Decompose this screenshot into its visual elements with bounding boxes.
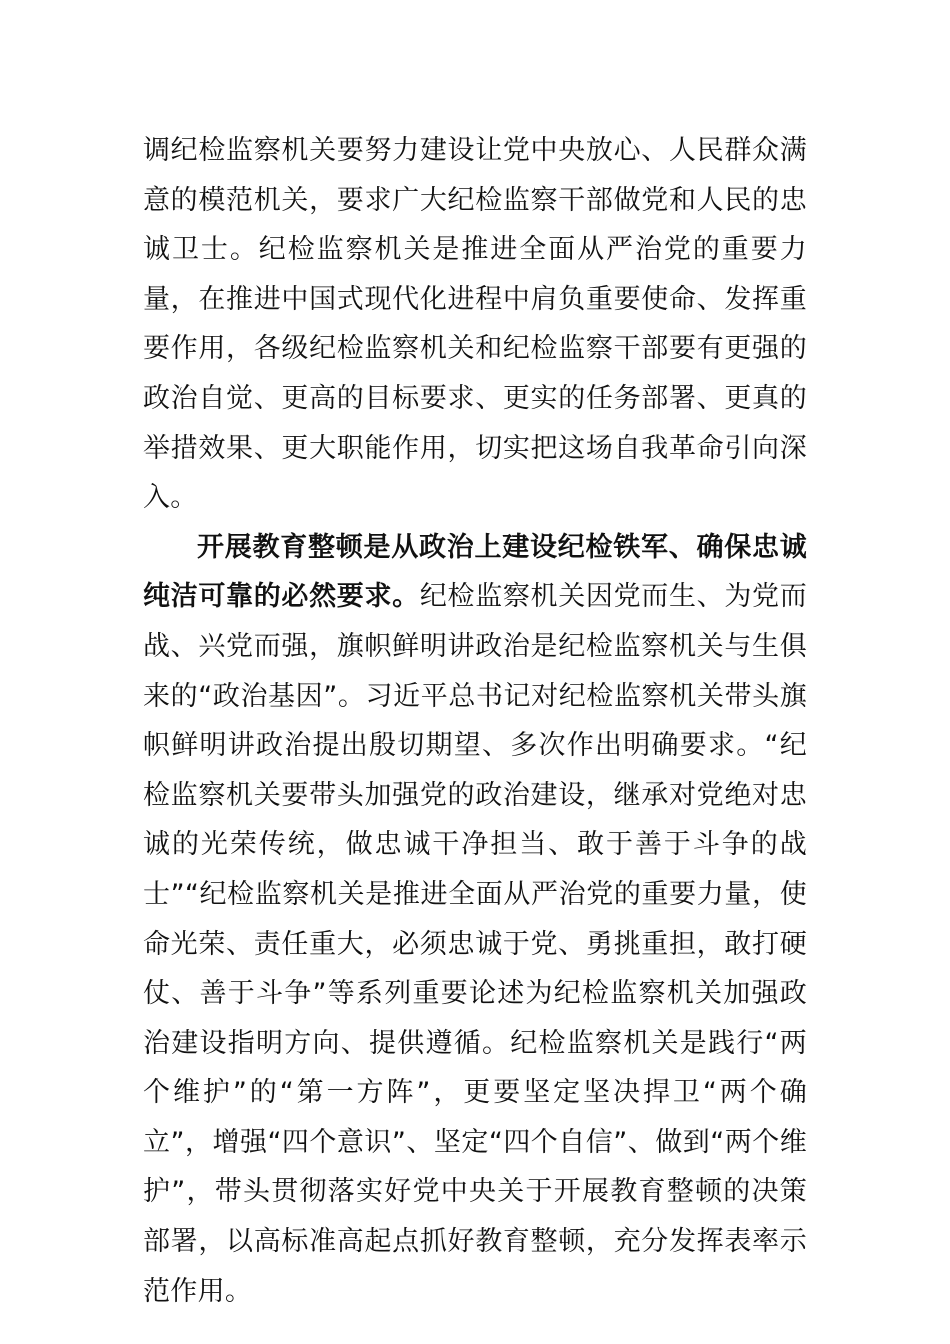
paragraph-education-rectification: [143, 523, 807, 1317]
paragraph-continuation: [143, 126, 807, 523]
paragraph-text: 纪检监察机关因党而生、为党而战、兴党而强，旗帜鲜明讲政治是纪检监察机关与生俱来的“政治基因”。习近平总书记对纪检监察机关带头旗帜鲜明讲政治提出殷切期望、多次作出明确要求。“纪检监察机关要带头加强党的政治建设，继承对党绝对忠诚的光荣传统，做忠诚干净担当、敢于善于斗争的战士”“纪检监察机关是推进全面从严治党的重要力量，使命光荣、责任重大，必须忠诚于党、勇挑重担，敢打硬仗、善于斗争”等系列重要论述为纪检监察机关加强政治建设指明方向、提供遵循。纪检监察机关是践行“两个维护”的“第一方阵”，更要坚定坚决捍卫“两个确立”，增强“四个意识”、坚定“四个自信”、做到“两个维护”，带头贯彻落实好党中央关于开展教育整顿的决策部署，以高标准高起点抓好教育整顿，充分发挥表率示范作用。: [143, 581, 807, 1307]
document-body: [143, 126, 807, 1316]
paragraph-text: 调纪检监察机关要努力建设让党中央放心、人民群众满意的模范机关，要求广大纪检监察干部做党和人民的忠诚卫士。纪检监察机关是推进全面从严治党的重要力量，在推进中国式现代化进程中肩负重要使命、发挥重要作用，各级纪检监察机关和纪检监察干部要有更强的政治自觉、更高的目标要求、更实的任务部署、更真的举措效果、更大职能作用，切实把这场自我革命引向深入。: [143, 135, 807, 514]
paragraph-bold-lead: 开展教育整顿是从政治上建设纪检铁军、确保忠诚纯洁可靠的必然要求。: [143, 531, 807, 613]
